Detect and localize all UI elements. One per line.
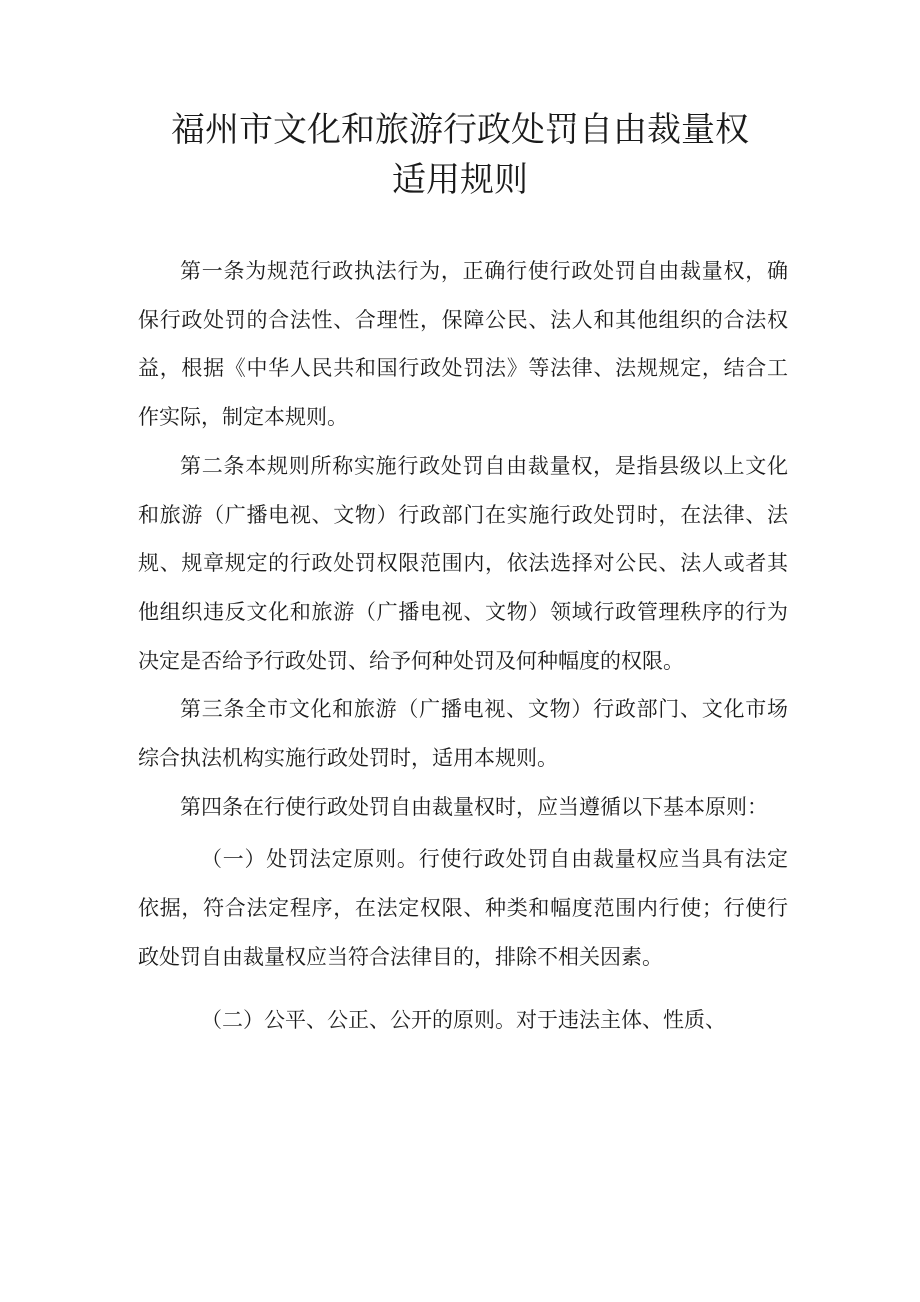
article-3-text: 全市文化和旅游（广播电视、文物）行政部门、文化市场综合执法机构实施行政处罚时，适用本规则。 [138, 697, 789, 771]
document-body [138, 247, 788, 1044]
article-2-text: 本规则所称实施行政处罚自由裁量权，是指县级以上文化和旅游（广播电视、文物）行政部门在实施行政处罚时，在法律、法规、规章规定的行政处罚权限范围内，依法选择对公民、法人或者其他组织违反文化和旅游（广播电视、文物）领域行政管理秩序的行为决定是否给予行政处罚、给予何种处罚及何种幅度的权限。 [138, 453, 789, 673]
document-title-line-1: 福州市文化和旅游行政处罚自由裁量权 [171, 110, 749, 150]
document-title-line-2: 适用规则 [392, 160, 528, 200]
article-3 [138, 685, 788, 782]
article-4 [138, 783, 788, 832]
principle-2: （二）公平、公正、公开的原则。对于违法主体、性质、 [201, 1007, 726, 1032]
article-1-text: 为规范行政执法行为，正确行使行政处罚自由裁量权，确保行政处罚的合法性、合理性，保障公民、法人和其他组织的合法权益，根据《中华人民共和国行政处罚法》等法律、法规规定，结合工作实际，制定本规则。 [138, 259, 789, 430]
article-4-text: 在行使行政处罚自由裁量权时，应当遵循以下基本原则： [243, 794, 768, 819]
article-2-label: 第二条 [180, 453, 246, 478]
article-3-label: 第三条 [180, 697, 246, 722]
article-2 [138, 442, 788, 686]
principle-1: （一）处罚法定原则。行使行政处罚自由裁量权应当具有法定依据，符合法定程序，在法定权限、种类和幅度范围内行使；行使行政处罚自由裁量权应当符合法律目的，排除不相关因素。 [138, 847, 788, 969]
article-1 [138, 247, 788, 442]
article-4-label: 第四条 [180, 794, 243, 819]
article-1-label: 第一条 [180, 259, 246, 283]
